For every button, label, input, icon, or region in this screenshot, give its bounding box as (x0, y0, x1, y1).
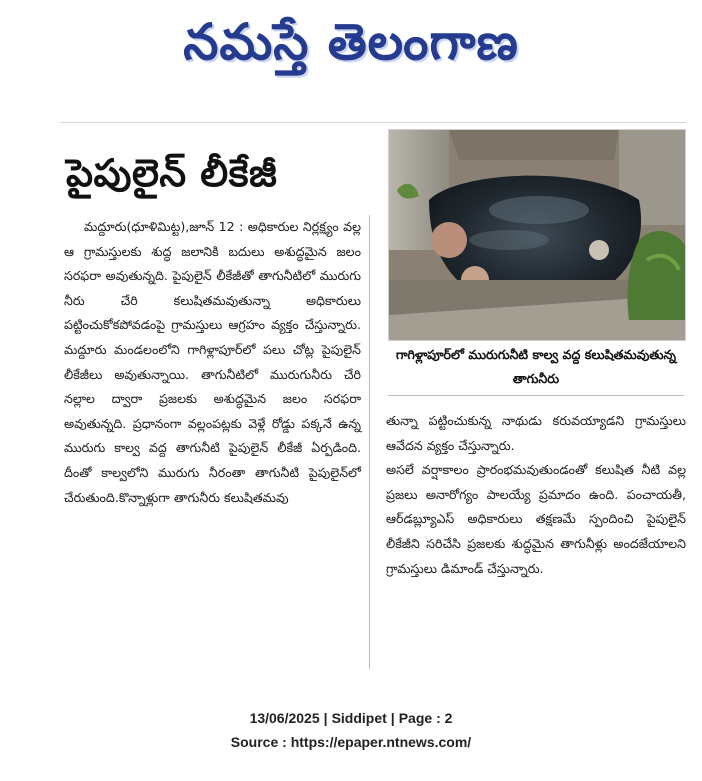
sewage-canal-photo (389, 130, 685, 340)
footer-page: Page : 2 (398, 710, 453, 726)
page-footer (0, 706, 702, 754)
body-paragraph: మద్దూరు(ధూళిమిట్ట),జూన్ 12 : అధికారుల నిర్లక్ష్యం వల్ల ఆ గ్రామస్తులకు శుద్ధ జలానికి బదులు అశుద్ధమైన జలం సరఫరా అవుతున్నది. పైపులైన్ లీకేజీతో తాగునీటిలో మురుగు నీరు చేరి కలుషితమవుతున్నా అధికారులు పట్టించుకోకపోవడంపై గ్రామస్తులు ఆగ్రహం వ్యక్తం చేస్తున్నారు. మద్దూరు మండలంలోని గాగిళ్లాపూర్‌లో పలు చోట్ల పైపులైన్ లీకేజీలు అవుతున్నాయి. తాగునీటిలో మురుగునీరు చేరి నల్లాల ద్వారా ప్రజలకు అశుద్ధమైన జలం సరఫరా అవుతున్నది. ప్రధానంగా వల్లంపట్లకు వెళ్లే రోడ్డు పక్కనే ఉన్న మురుగు కాల్వ వద్ద తాగునీటి పైపులైన్ లీకేజీ ఏర్పడింది. దీంతో కాల్వలోని మురుగు నీరంతా తాగునీటి పైపులైన్‌లో చేరుతుంది.కొన్నాళ్లుగా తాగునీరు కలుషితమవు (64, 219, 361, 505)
article-body-left-column (64, 215, 370, 669)
body-paragraph: అసలే వర్షాకాలం ప్రారంభమవుతుండంతో కలుషిత నీటి వల్ల ప్రజలు అనారోగ్యం పాలయ్యే ప్రమాదం ఉంది. పంచాయతీ, ఆర్‌డబ్ల్యూఎస్ అధికారులు తక్షణమే స్పందించి పైపులైన్ లీకేజీని సరిచేసి ప్రజలకు శుద్ధమైన తాగునీళ్లు అందజేయాలని గ్రామస్తులు డిమాండ్ చేస్తున్నారు. (386, 462, 686, 576)
body-paragraph: తున్నా పట్టించుకున్న నాథుడు కరువయ్యాడని గ్రామస్తులు ఆవేదన వ్యక్తం చేస్తున్నారు. (386, 413, 686, 453)
newspaper-title: నమస్తే తెలంగాణ (183, 12, 519, 71)
news-article (60, 122, 686, 679)
footer-source: Source : https://epaper.ntnews.com/ (230, 734, 472, 750)
footer-date: 13/06/2025 (249, 710, 320, 726)
footer-meta-line: 13/06/2025 | Siddipet | Page : 2 (249, 710, 453, 726)
article-headline: పైపులైన్ లీకేజీ (66, 151, 278, 195)
footer-edition: Siddipet (331, 710, 387, 726)
masthead (0, 6, 702, 78)
article-photo (388, 129, 686, 341)
article-body-right-column (386, 409, 686, 649)
photo-caption: గాగిళ్లాపూర్‌లో మురుగునీటి కాల్వ వద్ద కలుషితమవుతున్న తాగునీరు (388, 343, 684, 396)
